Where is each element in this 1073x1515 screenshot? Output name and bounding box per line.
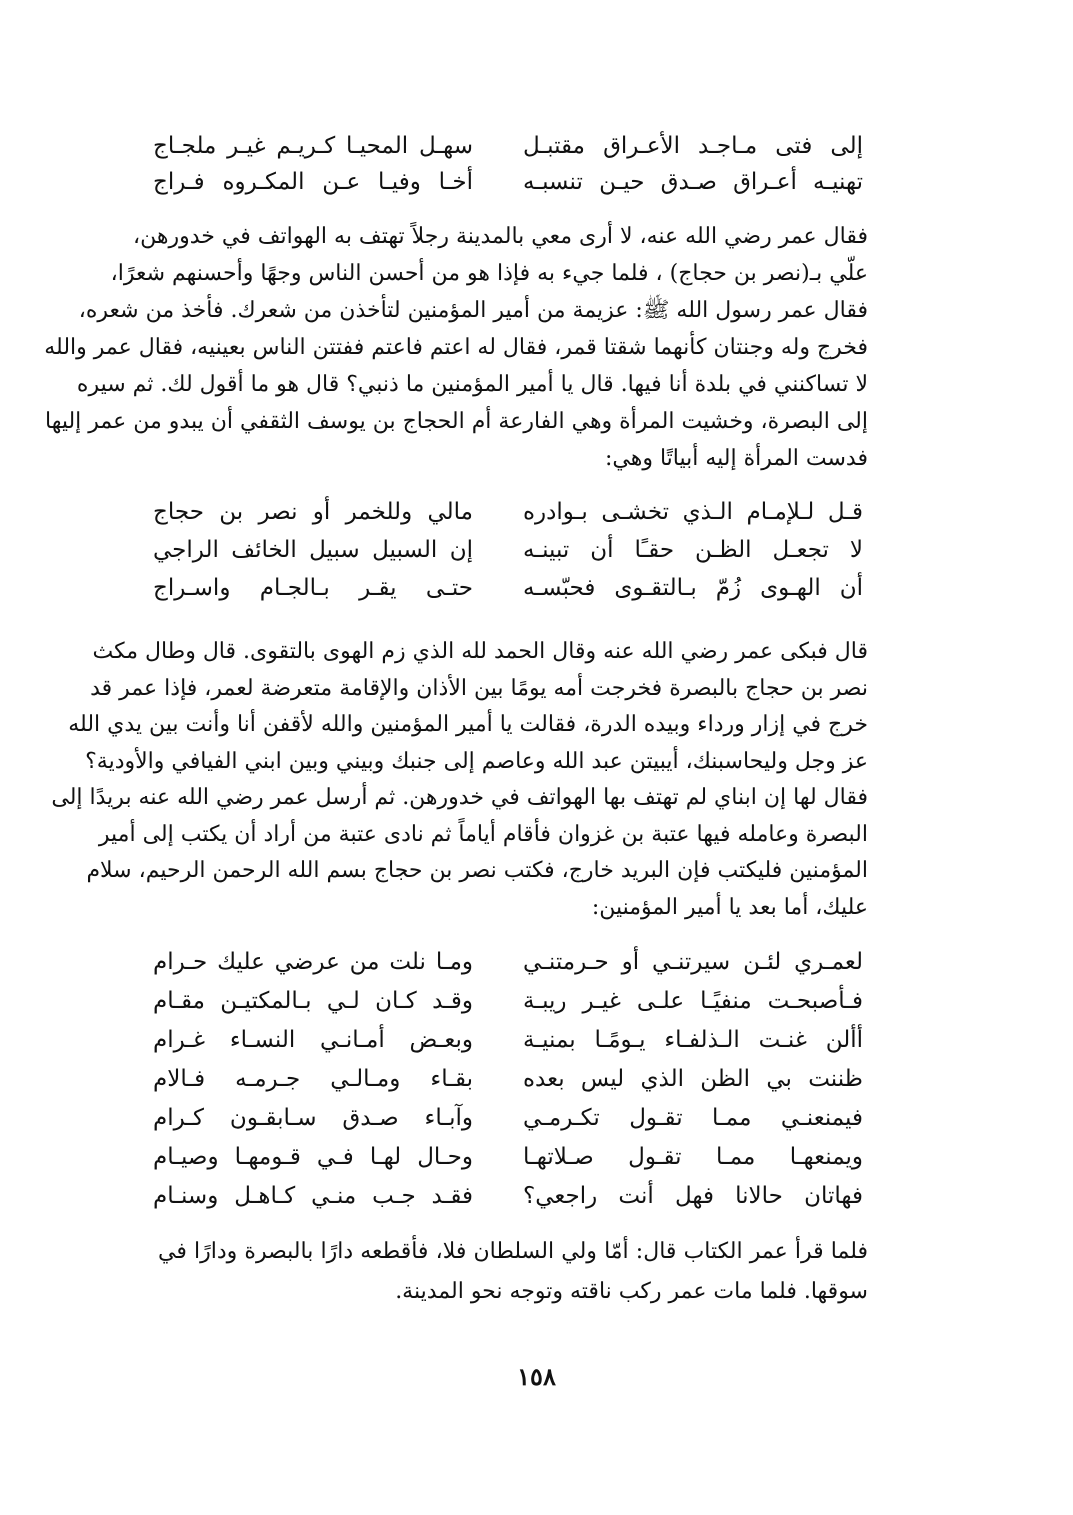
text-line: عز وجل وليحاسبنك، أيبيتن عبد الله وعاصم إلى جنبك وبيني وبين ابني الفيافي والأودية؟ — [85, 748, 868, 774]
text-line: فقال عمر رسول الله ﷺ: عزيمة من أمير المؤمنين لتأخذن من شعرك. فأخذ من شعره، — [78, 298, 868, 323]
verse-row — [153, 531, 863, 569]
text-line: عليك، أما بعد يا أمير المؤمنين: — [591, 894, 868, 920]
verse-first-hemistich: قـل لـلإمـام الـذي تخشـى بـوادره — [523, 499, 863, 525]
verse-first-hemistich: تهنيـه أعـراق صـدق حيـن تنسبـه — [523, 169, 863, 195]
text-line: المؤمنين فليكتب فإن البريد خارج، فكتب نصر بن حجاج بسم الله الرحمن الرحيم، سلام — [86, 858, 868, 883]
text-line: البصرة وعامله فيها عتبة بن غزوان فأقام أياماً ثم نادى عتبة من أراد أن يكتب إلى أمير — [98, 821, 868, 847]
verse-second-hemistich: وحـال لهـا فـي قـومهـا وصيـام — [153, 1144, 473, 1170]
verse-row — [153, 943, 863, 982]
text-line: فقال لها إن ابناي لم تهتف بها الهواتف في خدورهن. ثم أرسل عمر رضي الله عنه بريدًا إلى — [51, 785, 868, 810]
paragraph-1 — [44, 218, 868, 477]
verse-first-hemistich: إلى فتى مـاجـد الأعـراق مقتبـل — [523, 133, 863, 159]
text-line: فدست المرأة إليه أبياتًا وهي: — [604, 446, 868, 471]
verse-second-hemistich: ومـا نلت من عرضي عليك حـرام — [153, 949, 473, 975]
verse-first-hemistich: فـأصبحـت منفيًـا علـى غيـر ريبـة — [523, 988, 863, 1014]
verse-row — [153, 493, 863, 531]
verse-row — [153, 1099, 863, 1138]
page-number: ١٥٨ — [517, 1362, 556, 1391]
poem-2 — [153, 493, 863, 607]
verse-row — [153, 1021, 863, 1060]
verse-first-hemistich: فيمنعنـي ممـا تقـول تكـرمـي — [523, 1105, 863, 1131]
verse-first-hemistich: ويمنعهـا ممـا تقـول صـلاتهـا — [523, 1144, 863, 1170]
text-line: خرج في إزار ورداء وبيده الدرة، فقالت يا أمير المؤمنين والله لأقفن أنا وأنت بين يدي الله — [68, 712, 868, 737]
text-line: إلى البصرة، وخشيت المرأة وهي الفارعة أم الحجاج بن يوسف الثقفي أن يبدو من عمر إليها — [45, 409, 868, 434]
paragraph-2 — [51, 634, 868, 926]
text-line: سوقها. فلما مات عمر ركب ناقته وتوجه نحو المدينة. — [395, 1279, 868, 1304]
verse-second-hemistich: وقـد كـان لـي بـالمكتيـن مقـام — [153, 988, 473, 1014]
poem-1 — [153, 128, 863, 200]
verse-second-hemistich: أخـا وفيـا عـن المكـروه فـراج — [153, 169, 473, 195]
verse-second-hemistich: حتـى يقـر بـالجـام واسـراج — [153, 575, 473, 601]
paragraph-3 — [158, 1232, 868, 1312]
text-line: فلما قرأ عمر الكتاب قال: أمّا ولي السلطان فلا، فأقطعه دارًا بالبصرة ودارًا في — [158, 1239, 868, 1264]
verse-second-hemistich: وبعـض أمـانـي النسـاء غـرام — [153, 1027, 473, 1053]
verse-second-hemistich: مالي وللخمر أو نصر بن حجاج — [153, 499, 473, 525]
text-line: فقال عمر رضي الله عنه، لا أرى معي بالمدينة رجلاً تهتف به الهواتف في خدورهن، — [133, 224, 868, 249]
verse-row — [153, 128, 863, 164]
verse-second-hemistich: سهـل المحيـا كـريـم غيـر ملجـاج — [153, 133, 473, 159]
text-line: نصر بن حجاج بالبصرة فخرجت أمه يومًا بين الأذان والإقامة متعرضة لعمر، فإذا عمر قد — [90, 675, 868, 701]
verse-row — [153, 1060, 863, 1099]
verse-first-hemistich: أألن غنـت الـذلفـاء يـومًـا بمنيـة — [523, 1027, 863, 1053]
verse-first-hemistich: لا تجعـل الظـن حقـًا أن تبينـه — [523, 537, 863, 563]
verse-second-hemistich: وآبـاء صـدق سـابقـون كـرام — [153, 1105, 473, 1131]
text-line: قال فبكى عمر رضي الله عنه وقال الحمد لله الذي زم الهوى بالتقوى. قال وطال مكث — [92, 639, 868, 664]
verse-first-hemistich: أن الهـوى زُمّ بـالتقـوى فحبّسـه — [523, 575, 863, 601]
verse-row — [153, 569, 863, 607]
verse-second-hemistich: إن السبيل سبيل الخائف الراجي — [153, 537, 473, 563]
text-line: لا تساكنني في بلدة أنا فيها. قال يا أمير المؤمنين ما ذنبي؟ قال هو ما أقول لك. ثم سيره — [76, 372, 868, 397]
verse-row — [153, 1138, 863, 1177]
verse-first-hemistich: لعمـري لئـن سيرتنـي أو حـرمتنـي — [523, 949, 863, 975]
verse-row — [153, 164, 863, 200]
verse-second-hemistich: فقـد جـب منـي كـاهـل وسنـام — [153, 1183, 473, 1209]
verse-row — [153, 1177, 863, 1216]
verse-second-hemistich: بقـاء ومـالـي جـرمـه فـالام — [153, 1066, 473, 1092]
text-line: فخرج وله وجنتان كأنهما شقتا قمر، فقال له اعتم فاعتم ففتتن الناس بعينيه، فقال عمر والله — [44, 335, 868, 360]
verse-first-hemistich: فهاتان حالانا فهل أنت راجعي؟ — [523, 1183, 863, 1209]
poem-3 — [153, 943, 863, 1216]
text-line: علّي بـ(نصر بن حجاج) ، فلما جيء به فإذا هو من أحسن الناس وجهًا وأحسنهم شعرًا، — [110, 261, 868, 286]
verse-row — [153, 982, 863, 1021]
verse-first-hemistich: ظننت بي الظن الذي ليس بعده — [523, 1066, 863, 1092]
